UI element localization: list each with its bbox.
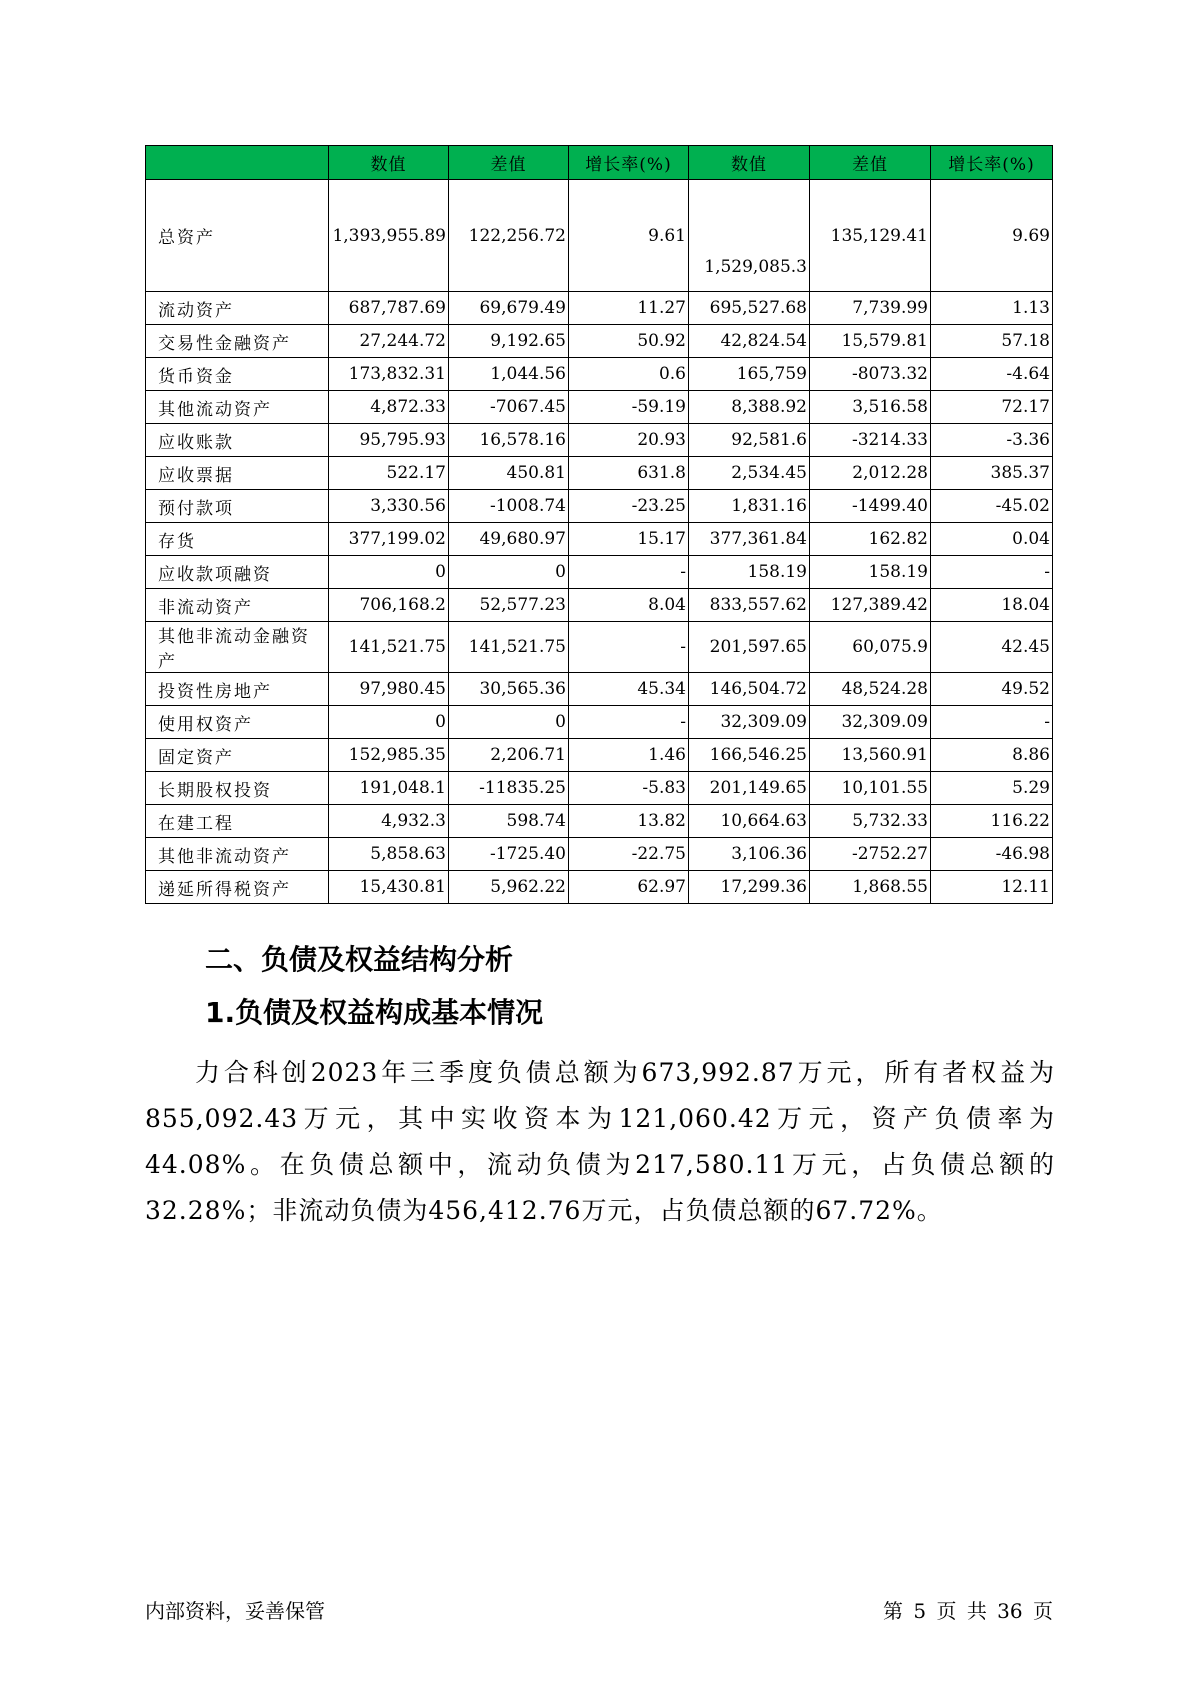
cell-r2: 9.69 <box>931 180 1053 292</box>
cell-r2: 18.04 <box>931 589 1053 622</box>
subsection-title: 1.负债及权益构成基本情况 <box>205 996 544 1029</box>
table-row <box>146 805 1053 838</box>
cell-r1: 1.46 <box>569 739 689 772</box>
cell-d2: 158.19 <box>810 556 931 589</box>
row-label: 使用权资产 <box>146 706 329 739</box>
table-row <box>146 706 1053 739</box>
cell-r1: 8.04 <box>569 589 689 622</box>
header-cell: 差值 <box>810 146 931 180</box>
cell-v2: 201,149.65 <box>689 772 810 805</box>
row-label: 递延所得税资产 <box>146 871 329 904</box>
cell-d1: 69,679.49 <box>449 292 569 325</box>
cell-v2: 17,299.36 <box>689 871 810 904</box>
cell-r1: 50.92 <box>569 325 689 358</box>
header-cell: 数值 <box>689 146 810 180</box>
cell-v1: 377,199.02 <box>329 523 449 556</box>
cell-v1: 15,430.81 <box>329 871 449 904</box>
cell-r1: - <box>569 622 689 673</box>
cell-v1: 687,787.69 <box>329 292 449 325</box>
cell-v1: 141,521.75 <box>329 622 449 673</box>
row-label: 交易性金融资产 <box>146 325 329 358</box>
row-label: 应收票据 <box>146 457 329 490</box>
cell-d1: -11835.25 <box>449 772 569 805</box>
cell-d1: 52,577.23 <box>449 589 569 622</box>
table-row <box>146 622 1053 673</box>
table-row <box>146 391 1053 424</box>
cell-v1: 522.17 <box>329 457 449 490</box>
cell-r2: 8.86 <box>931 739 1053 772</box>
cell-v2: 695,527.68 <box>689 292 810 325</box>
cell-d1: 598.74 <box>449 805 569 838</box>
table-row <box>146 424 1053 457</box>
cell-r2: 5.29 <box>931 772 1053 805</box>
cell-d2: 13,560.91 <box>810 739 931 772</box>
cell-v2: 1,529,085.3 <box>689 180 810 292</box>
cell-d1: -1725.40 <box>449 838 569 871</box>
cell-r1: 62.97 <box>569 871 689 904</box>
cell-d1: 0 <box>449 556 569 589</box>
cell-r2: -4.64 <box>931 358 1053 391</box>
table-row <box>146 871 1053 904</box>
row-label: 总资产 <box>146 180 329 292</box>
cell-r2: 42.45 <box>931 622 1053 673</box>
cell-v1: 97,980.45 <box>329 673 449 706</box>
cell-r1: -22.75 <box>569 838 689 871</box>
cell-d1: 0 <box>449 706 569 739</box>
cell-v2: 1,831.16 <box>689 490 810 523</box>
cell-r1: -23.25 <box>569 490 689 523</box>
table-row <box>146 556 1053 589</box>
row-label: 应收账款 <box>146 424 329 457</box>
cell-d1: -7067.45 <box>449 391 569 424</box>
cell-v1: 0 <box>329 706 449 739</box>
cell-r2: - <box>931 556 1053 589</box>
cell-d2: 5,732.33 <box>810 805 931 838</box>
table-header-row <box>146 146 1053 180</box>
cell-d1: 16,578.16 <box>449 424 569 457</box>
cell-v1: 3,330.56 <box>329 490 449 523</box>
cell-d1: -1008.74 <box>449 490 569 523</box>
cell-r1: 0.6 <box>569 358 689 391</box>
table-row <box>146 673 1053 706</box>
cell-d2: 1,868.55 <box>810 871 931 904</box>
header-cell: 增长率(%) <box>569 146 689 180</box>
cell-d2: 127,389.42 <box>810 589 931 622</box>
cell-v1: 1,393,955.89 <box>329 180 449 292</box>
cell-d2: -3214.33 <box>810 424 931 457</box>
cell-d1: 30,565.36 <box>449 673 569 706</box>
cell-r1: 11.27 <box>569 292 689 325</box>
cell-v1: 27,244.72 <box>329 325 449 358</box>
cell-d2: -1499.40 <box>810 490 931 523</box>
cell-v2: 3,106.36 <box>689 838 810 871</box>
footer-page-number: 第 5 页 共 36 页 <box>883 1599 1053 1623</box>
table-row <box>146 358 1053 391</box>
body-paragraph: 力合科创2023年三季度负债总额为673,992.87万元，所有者权益为855,092.43万元，其中实收资本为121,060.42万元，资产负债率为44.08%。在负债总额中，流动负债为217,580.11万元，占负债总额的32.28%；非流动负债为456,412.76万元，占负债总额的67.72%。 <box>145 1058 1055 1225</box>
row-label: 在建工程 <box>146 805 329 838</box>
cell-v1: 5,858.63 <box>329 838 449 871</box>
cell-r1: 631.8 <box>569 457 689 490</box>
cell-v2: 377,361.84 <box>689 523 810 556</box>
cell-r2: - <box>931 706 1053 739</box>
cell-r2: 1.13 <box>931 292 1053 325</box>
cell-v1: 152,985.35 <box>329 739 449 772</box>
table-row <box>146 589 1053 622</box>
table-row <box>146 292 1053 325</box>
footer-confidential-note: 内部资料，妥善保管 <box>145 1599 325 1623</box>
header-cell <box>146 146 329 180</box>
cell-r2: 49.52 <box>931 673 1053 706</box>
cell-r1: -5.83 <box>569 772 689 805</box>
cell-d2: 15,579.81 <box>810 325 931 358</box>
cell-r1: 9.61 <box>569 180 689 292</box>
cell-d1: 1,044.56 <box>449 358 569 391</box>
cell-r1: - <box>569 706 689 739</box>
cell-r1: -59.19 <box>569 391 689 424</box>
cell-v2: 92,581.6 <box>689 424 810 457</box>
cell-v1: 191,048.1 <box>329 772 449 805</box>
cell-v2: 2,534.45 <box>689 457 810 490</box>
cell-d2: 3,516.58 <box>810 391 931 424</box>
table-row <box>146 490 1053 523</box>
cell-d2: 162.82 <box>810 523 931 556</box>
cell-d2: 48,524.28 <box>810 673 931 706</box>
cell-r2: 385.37 <box>931 457 1053 490</box>
header-cell: 数值 <box>329 146 449 180</box>
cell-v1: 173,832.31 <box>329 358 449 391</box>
table-row <box>146 180 1053 292</box>
cell-v2: 166,546.25 <box>689 739 810 772</box>
cell-v2: 42,824.54 <box>689 325 810 358</box>
cell-d1: 141,521.75 <box>449 622 569 673</box>
cell-d1: 450.81 <box>449 457 569 490</box>
row-label: 其他非流动金融资产 <box>146 622 329 673</box>
row-label: 流动资产 <box>146 292 329 325</box>
cell-d2: 135,129.41 <box>810 180 931 292</box>
row-label: 应收款项融资 <box>146 556 329 589</box>
row-label: 预付款项 <box>146 490 329 523</box>
row-label: 固定资产 <box>146 739 329 772</box>
cell-v2: 833,557.62 <box>689 589 810 622</box>
cell-d2: 60,075.9 <box>810 622 931 673</box>
cell-v1: 4,872.33 <box>329 391 449 424</box>
cell-r1: 13.82 <box>569 805 689 838</box>
row-label: 货币资金 <box>146 358 329 391</box>
cell-r1: 20.93 <box>569 424 689 457</box>
row-label: 非流动资产 <box>146 589 329 622</box>
cell-d1: 2,206.71 <box>449 739 569 772</box>
cell-v1: 95,795.93 <box>329 424 449 457</box>
cell-r1: 15.17 <box>569 523 689 556</box>
cell-d2: -8073.32 <box>810 358 931 391</box>
row-label: 长期股权投资 <box>146 772 329 805</box>
table-row <box>146 772 1053 805</box>
section-title: 二、负债及权益结构分析 <box>205 943 514 976</box>
row-label: 存货 <box>146 523 329 556</box>
cell-v2: 8,388.92 <box>689 391 810 424</box>
cell-v2: 201,597.65 <box>689 622 810 673</box>
cell-v2: 10,664.63 <box>689 805 810 838</box>
cell-v2: 165,759 <box>689 358 810 391</box>
header-cell: 增长率(%) <box>931 146 1053 180</box>
cell-d2: -2752.27 <box>810 838 931 871</box>
cell-v1: 0 <box>329 556 449 589</box>
cell-r2: 116.22 <box>931 805 1053 838</box>
cell-d1: 49,680.97 <box>449 523 569 556</box>
cell-v1: 706,168.2 <box>329 589 449 622</box>
cell-d2: 2,012.28 <box>810 457 931 490</box>
cell-v2: 32,309.09 <box>689 706 810 739</box>
cell-r1: 45.34 <box>569 673 689 706</box>
cell-r2: 72.17 <box>931 391 1053 424</box>
row-label: 其他流动资产 <box>146 391 329 424</box>
cell-d1: 122,256.72 <box>449 180 569 292</box>
cell-v1: 4,932.3 <box>329 805 449 838</box>
cell-v2: 146,504.72 <box>689 673 810 706</box>
cell-d1: 5,962.22 <box>449 871 569 904</box>
cell-r2: 0.04 <box>931 523 1053 556</box>
cell-r2: 12.11 <box>931 871 1053 904</box>
cell-r2: 57.18 <box>931 325 1053 358</box>
row-label: 其他非流动资产 <box>146 838 329 871</box>
row-label: 投资性房地产 <box>146 673 329 706</box>
table-row <box>146 838 1053 871</box>
table-row <box>146 457 1053 490</box>
cell-r2: -46.98 <box>931 838 1053 871</box>
cell-d2: 10,101.55 <box>810 772 931 805</box>
cell-d2: 7,739.99 <box>810 292 931 325</box>
header-cell: 差值 <box>449 146 569 180</box>
table-row <box>146 325 1053 358</box>
asset-structure-table <box>145 145 1053 904</box>
cell-d1: 9,192.65 <box>449 325 569 358</box>
cell-d2: 32,309.09 <box>810 706 931 739</box>
cell-r2: -45.02 <box>931 490 1053 523</box>
cell-v2: 158.19 <box>689 556 810 589</box>
table-row <box>146 739 1053 772</box>
cell-r2: -3.36 <box>931 424 1053 457</box>
table-row <box>146 523 1053 556</box>
cell-r1: - <box>569 556 689 589</box>
